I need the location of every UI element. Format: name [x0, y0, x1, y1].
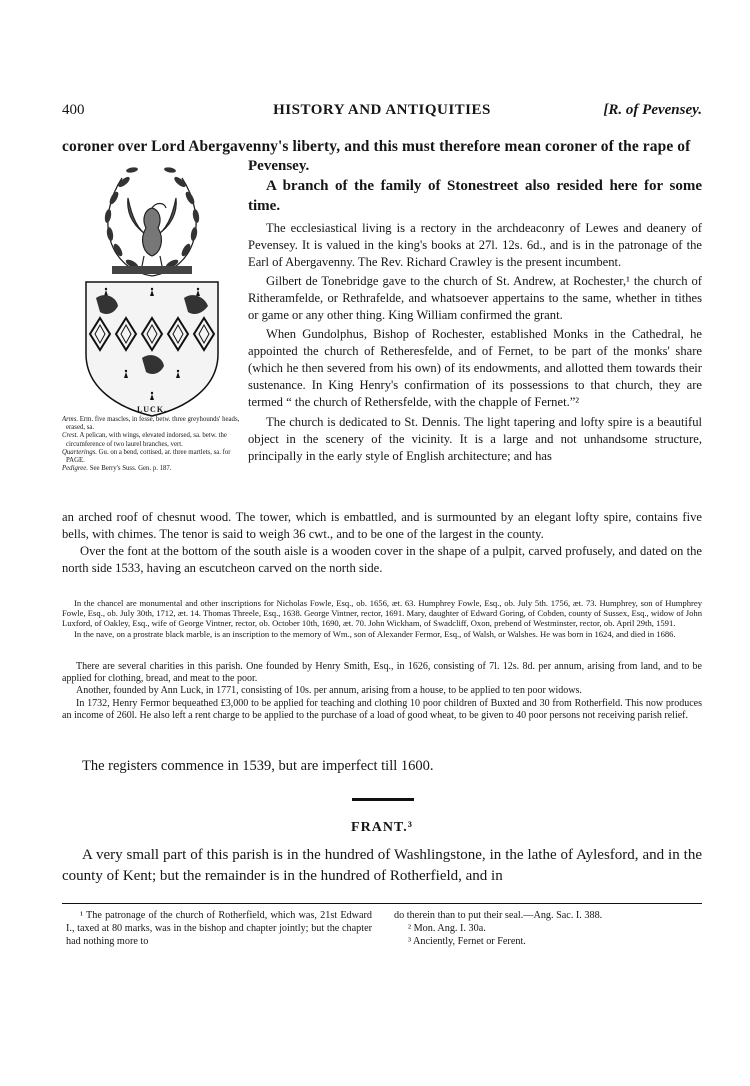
footnotes-right: [394, 910, 704, 948]
monuments-note: [62, 598, 702, 639]
paragraph-living: The ecclesiastical living is a rectory in the archdeaconry of Lewes and deanery of Pevensey. It is valued in the king's books at 27l. 12s. 6d., and is in the patronage of the Earl of Abergavenny. The Rev. Richard Crawley is the present incumbent.: [248, 221, 702, 269]
crest-text: A pelican, with wings, elevated indorsed, sa. betw. the circumference of two laurel branches, vert.: [66, 432, 227, 448]
pelican-crest-icon: [128, 198, 177, 266]
charity-luck: Another, founded by Ann Luck, in 1771, consisting of 10s. per annum, arising from a house, to be applied to ten poor widows.: [76, 685, 582, 697]
running-header: [62, 102, 702, 122]
arms-family-name: LUCK.: [136, 405, 168, 414]
pedigree-text: See Berry's Suss. Gen. p. 187.: [89, 465, 172, 473]
paragraph-dedicated: The church is dedicated to St. Dennis. The light tapering and lofty spire is a beautiful object in the scenery of the vicinity. It is a large and not unhandsome structure, principally in the early style of English architecture; and has: [248, 415, 702, 463]
charity-fermor: In 1732, Henry Fermor bequeathed £3,000 to be applied for teaching and clothing 10 poor children of Buxted and 30 from Rotherfield. This now produces an income of 260l. He also left a rent charge to be applied to the purchase of a load of good wheat, to be given to 40 poor persons not receiving parish relief.: [62, 697, 702, 721]
monuments-nave: In the nave, on a prostrate black marble, is an inscription to the memory of Wm., son of Alexander Fermor, Esq., of Walsh, or Walshes. He was born in 1624, and died in 1686.: [74, 628, 676, 639]
full-width-body: [62, 509, 702, 577]
arms-text: Erm. five mascles, in fesse, betw. three greyhounds' heads, erased, sa.: [66, 416, 240, 432]
frant-paragraph: A very small part of this parish is in the hundred of Washlingstone, in the lathe of Aylesford, and in the county of Kent; but the remainder is in the hundred of Rotherfield, and in: [62, 847, 702, 884]
monuments-chancel: In the chancel are monumental and other inscriptions for Nicholas Fowle, Esq., ob. 1656, æt. 63. Humphrey Fowle, Esq., ob. July 5th. 1756, æt. 73. Humphrey, son of Humphrey Fowle, Esq., ob. July 30th, 1712, æt. 14. Thomas Threele, Esq., 1638. George Vintner, rector, 1691. Mary, daughter of Edward Goring, of Cobden, county of Sussex, Esq., widow of John Luxford, of Oakley, Esq., wife of George Vintner, rector, ob. October 10th, 1690, æt. 70. John Wickham, of Swadcliff, Oxon, prebend of Westminster, rector, ob. April 29th, 1591.: [62, 598, 702, 629]
right-column: [248, 156, 702, 465]
section-divider: [352, 798, 414, 801]
crest-caption: [62, 432, 244, 448]
paragraph-dedicated-continued: an arched roof of chesnut wood. The tower, which is embattled, and is surmounted by an elegant lofty spire, contains five bells, with chimes. The tenor is said to weigh 36 cwt., and to be one of the largest in the county.: [62, 510, 702, 541]
quarterings-caption: [62, 449, 244, 465]
pedigree-label: Pedigree.: [62, 465, 88, 473]
arms-captions: [62, 416, 244, 473]
quarterings-label: Quarterings.: [62, 448, 97, 456]
pedigree-caption: [62, 465, 244, 473]
body-line-first: coroner over Lord Abergavenny's liberty, and this must therefore mean coroner of the rape of: [62, 138, 691, 155]
paragraph-stonestreet: A branch of the family of Stonestreet also resided here for some time.: [248, 178, 702, 214]
section-label: [R. of Pevensey.: [603, 102, 702, 118]
crest-label: Crest.: [62, 432, 79, 440]
footnote-2: ² Mon. Ang. I. 30a.: [408, 922, 486, 934]
charities-section: [62, 661, 702, 722]
page-number: 400: [62, 102, 85, 118]
paragraph-font-cover: Over the font at the bottom of the south aisle is a wooden cover in the shape of a pulpit, carved profusely, and dated on the north side 1533, having an escutcheon carved on the north side.: [62, 544, 702, 575]
pevensey-continuation: Pevensey.: [248, 158, 310, 174]
running-title: HISTORY AND ANTIQUITIES: [273, 102, 491, 118]
arms-label: Arms.: [62, 416, 79, 423]
quarterings-text: Gu. on a bend, cottised, ar. three martlets, sa. for PAGE.: [66, 448, 231, 465]
footnote-rule: [62, 903, 702, 904]
paragraph-gilbert: Gilbert de Tonebridge gave to the church of St. Andrew, at Rochester,¹ the church of Ritheramfelde, or Rethrafelde, and whatsoever appertains to the same, whether in tithes or game or any other thing. King William confirmed the grant.: [248, 274, 702, 322]
charity-smith: There are several charities in this parish. One founded by Henry Smith, Esq., in 1626, consisting of 7l. 12s. 8d. per annum, arising from land, and to be applied for clothing, bread, and meat to the poor.: [62, 661, 702, 685]
footnote-1-continued: do therein than to put their seal.—Ang. Sac. I. 388.: [394, 910, 603, 921]
paragraph-gundolph: When Gundolphus, Bishop of Rochester, established Monks in the Cathedral, he appointed the church of Retheresfelde, and of Fernet, to be part of the monks' share (which he then severed from his own) of its endowments, and allotted them towards their sustenance. In King Henry's confirmation of its possessions to that church, they are termed “ the church of Rethersfelde, with the chapple of Fernet.”²: [248, 327, 702, 409]
arms-caption: [62, 416, 244, 432]
registers-line: The registers commence in 1539, but are imperfect till 1600.: [82, 758, 434, 774]
shield-icon: [86, 282, 218, 416]
coat-of-arms-image: [66, 158, 238, 420]
footnote-1: ¹ The patronage of the church of Rotherfield, which was, 21st Edward I., taxed at 80 marks, was in the bishop and chapter jointly; but the chapter had nothing more to: [66, 910, 372, 947]
torse-bar: [112, 266, 192, 274]
frant-heading: FRANT.³: [351, 820, 413, 835]
footnote-3: ³ Anciently, Fernet or Ferent.: [408, 935, 526, 947]
